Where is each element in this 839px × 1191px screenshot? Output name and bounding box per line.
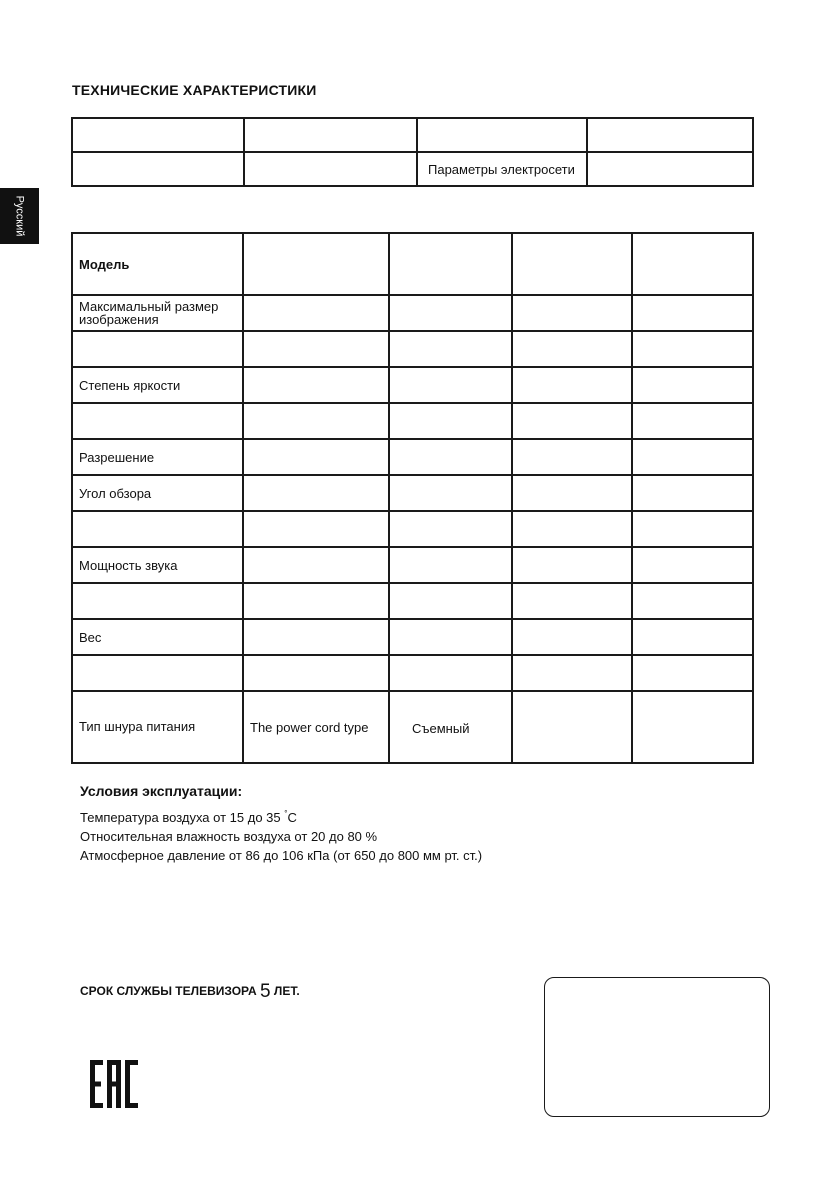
- table-cell: [417, 118, 587, 152]
- table-cell: [243, 403, 389, 439]
- table-cell: [512, 619, 632, 655]
- service-life-suffix: ЛЕТ.: [270, 984, 300, 998]
- power-parameters-label: Параметры электросети: [417, 152, 587, 186]
- row-label-max-image-size: Максимальный размер изображения: [72, 295, 243, 331]
- row-label-model: Модель: [72, 233, 243, 295]
- table-cell: [243, 619, 389, 655]
- pressure-line: Атмосферное давление от 86 до 106 кПа (от 650 до 800 мм рт. ст.): [80, 848, 483, 863]
- table-cell: [244, 118, 417, 152]
- table-cell: [389, 583, 512, 619]
- row-label-power-cord-type: Тип шнура питания: [72, 691, 243, 763]
- table-cell: [389, 233, 512, 295]
- table-cell: [243, 367, 389, 403]
- table-cell: [632, 691, 753, 763]
- table-cell: [389, 403, 512, 439]
- table-row: [72, 655, 753, 691]
- table-cell: [512, 691, 632, 763]
- table-cell: [512, 583, 632, 619]
- table-cell: [632, 233, 753, 295]
- table-cell: [632, 331, 753, 367]
- table-cell: [243, 583, 389, 619]
- table-cell: [512, 331, 632, 367]
- table-row: [72, 152, 753, 186]
- stamp-box: [544, 977, 770, 1117]
- temperature-line: [80, 804, 482, 827]
- table-row: [72, 367, 753, 403]
- humidity-line: Относительная влажность воздуха от 20 до 80 %: [80, 829, 378, 844]
- table-cell: [632, 583, 753, 619]
- table-cell: [632, 655, 753, 691]
- table-cell: [632, 367, 753, 403]
- table-cell: [72, 152, 244, 186]
- table-cell: [243, 233, 389, 295]
- table-cell: [243, 475, 389, 511]
- table-cell: [632, 295, 753, 331]
- table-row: [72, 511, 753, 547]
- service-life: [80, 981, 300, 1003]
- table-row: [72, 439, 753, 475]
- table-cell: [243, 655, 389, 691]
- temperature-text: Температура воздуха от 15 до 35: [80, 810, 281, 825]
- table-row: [72, 547, 753, 583]
- row-label-empty: [72, 511, 243, 547]
- table-cell: [587, 152, 753, 186]
- specifications-table: [71, 232, 754, 764]
- table-row: [72, 233, 753, 295]
- operating-conditions-heading: Условия эксплуатации:: [80, 783, 243, 799]
- row-label-empty: [72, 583, 243, 619]
- degree-sign: °: [284, 809, 288, 818]
- service-life-prefix: СРОК СЛУЖБЫ ТЕЛЕВИЗОРА: [80, 984, 260, 998]
- power-cord-type-value: The power cord type: [243, 691, 389, 763]
- table-cell: [632, 403, 753, 439]
- page-title: ТЕХНИЧЕСКИЕ ХАРАКТЕРИСТИКИ: [72, 82, 317, 98]
- table-cell: [243, 295, 389, 331]
- table-cell: [632, 547, 753, 583]
- operating-conditions: [80, 782, 482, 865]
- table-cell: [389, 511, 512, 547]
- row-label-sound-power: Мощность звука: [72, 547, 243, 583]
- table-row: [72, 583, 753, 619]
- table-cell: [632, 619, 753, 655]
- table-cell: [389, 619, 512, 655]
- table-cell: [512, 655, 632, 691]
- row-label-empty: [72, 331, 243, 367]
- row-label-empty: [72, 403, 243, 439]
- language-tab: [0, 188, 39, 244]
- table-row: [72, 403, 753, 439]
- row-label-empty: [72, 655, 243, 691]
- row-label-brightness: Степень яркости: [72, 367, 243, 403]
- eac-mark-icon: [90, 1060, 138, 1113]
- table-cell: [632, 475, 753, 511]
- table-cell: [389, 331, 512, 367]
- table-cell: [389, 439, 512, 475]
- table-cell: [389, 547, 512, 583]
- table-cell: [512, 439, 632, 475]
- temperature-unit: C: [287, 810, 297, 825]
- table-cell: [243, 511, 389, 547]
- table-row: [72, 691, 753, 763]
- table-row: [72, 295, 753, 331]
- table-row: [72, 619, 753, 655]
- table-cell: [389, 367, 512, 403]
- table-row: [72, 475, 753, 511]
- table-cell: [587, 118, 753, 152]
- language-tab-label: Русский: [13, 195, 26, 237]
- table-cell: [389, 475, 512, 511]
- table-row: [72, 118, 753, 152]
- table-cell: [243, 439, 389, 475]
- table-cell: [632, 511, 753, 547]
- table-cell: [512, 475, 632, 511]
- row-label-weight: Вес: [72, 619, 243, 655]
- power-cord-removable-value: Съемный: [389, 691, 512, 763]
- table-cell: [389, 295, 512, 331]
- table-cell: [512, 367, 632, 403]
- table-cell: [244, 152, 417, 186]
- table-cell: [512, 295, 632, 331]
- row-label-resolution: Разрешение: [72, 439, 243, 475]
- table-cell: [389, 655, 512, 691]
- table-cell: [72, 118, 244, 152]
- table-row: [72, 331, 753, 367]
- table-cell: [512, 547, 632, 583]
- table-cell: [512, 403, 632, 439]
- table-cell: [243, 547, 389, 583]
- table-cell: [512, 511, 632, 547]
- table-cell: [512, 233, 632, 295]
- table-cell: [632, 439, 753, 475]
- power-parameters-table: [71, 117, 754, 187]
- row-label-viewing-angle: Угол обзора: [72, 475, 243, 511]
- table-cell: [243, 331, 389, 367]
- service-life-years: 5: [260, 981, 271, 1002]
